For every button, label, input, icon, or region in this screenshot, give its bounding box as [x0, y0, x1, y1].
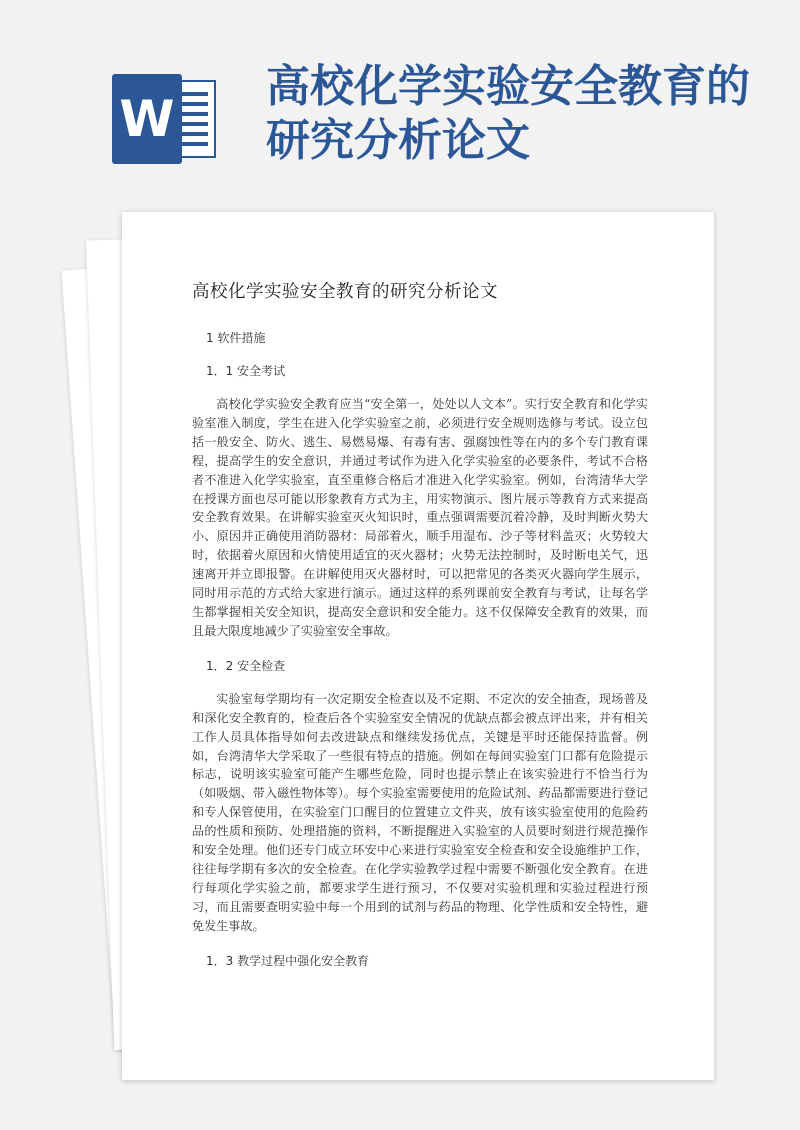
word-icon-letter: W [112, 74, 182, 164]
document-page [122, 212, 714, 1080]
paragraph: 实验室每学期均有一次定期安全检查以及不定期、不定次的安全抽查，现场普及和深化安全教育的，检查后各个实验室安全情况的优缺点都会被点评出来，并有相关工作人员具体指导如何去改进缺点和继续发扬优点，关键是平时还能保持监督。例如，台湾清华大学采取了一些很有特点的措施。例如在每间实验室门口都有危险提示标志，说明该实验室可能产生哪些危险，同时也提示禁止在该实验进行不恰当行为（如吸烟、带入磁性物体等）。每个实验室需要使用的危险试剂、药品都需要进行登记和专人保管使用，在实验室门口醒目的位置建立文件夹，放有该实验室使用的危险药品的性质和预防、处理措施的资料，不断提醒进入实验室的人员要时刻进行规范操作和安全处理。他们还专门成立环安中心来进行实验室安全检查和安全设施维护工作，往往每学期有多次的安全检查。在化学实验教学过程中需要不断强化安全教育。在进行每项化学实验之前，都要求学生进行预习，不仅要对实验机理和实验过程进行预习，而且需要查明实验中每一个用到的试剂与药品的物理、化学性质和安全特性，避免发生事故。 [192, 691, 648, 933]
section-heading: 1 软件措施 [206, 331, 266, 345]
section-heading: 1．1 安全考试 [206, 364, 286, 378]
paragraph: 高校化学实验安全教育应当“安全第一，处处以人文本”。实行安全教育和化学实验室准入制度，学生在进入化学实验室之前，必须进行安全规则选修与考试。设立包括一般安全、防火、逃生、易燃易爆、有毒有害、强腐蚀性等在内的多个专门教育课程，提高学生的安全意识，并通过考试作为进入化学实验室的必要条件，考试不合格者不准进入化学实验室，直至重修合格后才准进入化学实验室。例如，台湾清华大学在授课方面也尽可能以形象教育方式为主，用实物演示、图片展示等教育方式来提高安全教育效果。在讲解实验室灭火知识时，重点强调需要沉着冷静，及时判断火势大小、原因并正确使用消防器材：局部着火，顺手用湿布、沙子等材料盖灭；火势较大时，依据着火原因和火情使用适宜的灭火器材；火势无法控制时，及时断电关气，迅速离开并立即报警。在讲解使用灭火器材时，可以把常见的各类灭火器向学生展示，同时用示范的方式给大家进行演示。通过这样的系列课前安全教育与考试，让每名学生都掌握相关安全知识，提高安全意识和安全能力。这不仅保障安全教育的效果，而且最大限度地减少了实验室安全事故。 [192, 397, 648, 638]
section-heading: 1．3 教学过程中强化安全教育 [206, 953, 370, 968]
section-heading: 1．2 安全检查 [206, 658, 286, 673]
document-title: 高校化学实验安全教育的研究分析论文 [192, 282, 498, 302]
cover-title: 高校化学实验安全教育的研究分析论文 [266, 61, 750, 166]
